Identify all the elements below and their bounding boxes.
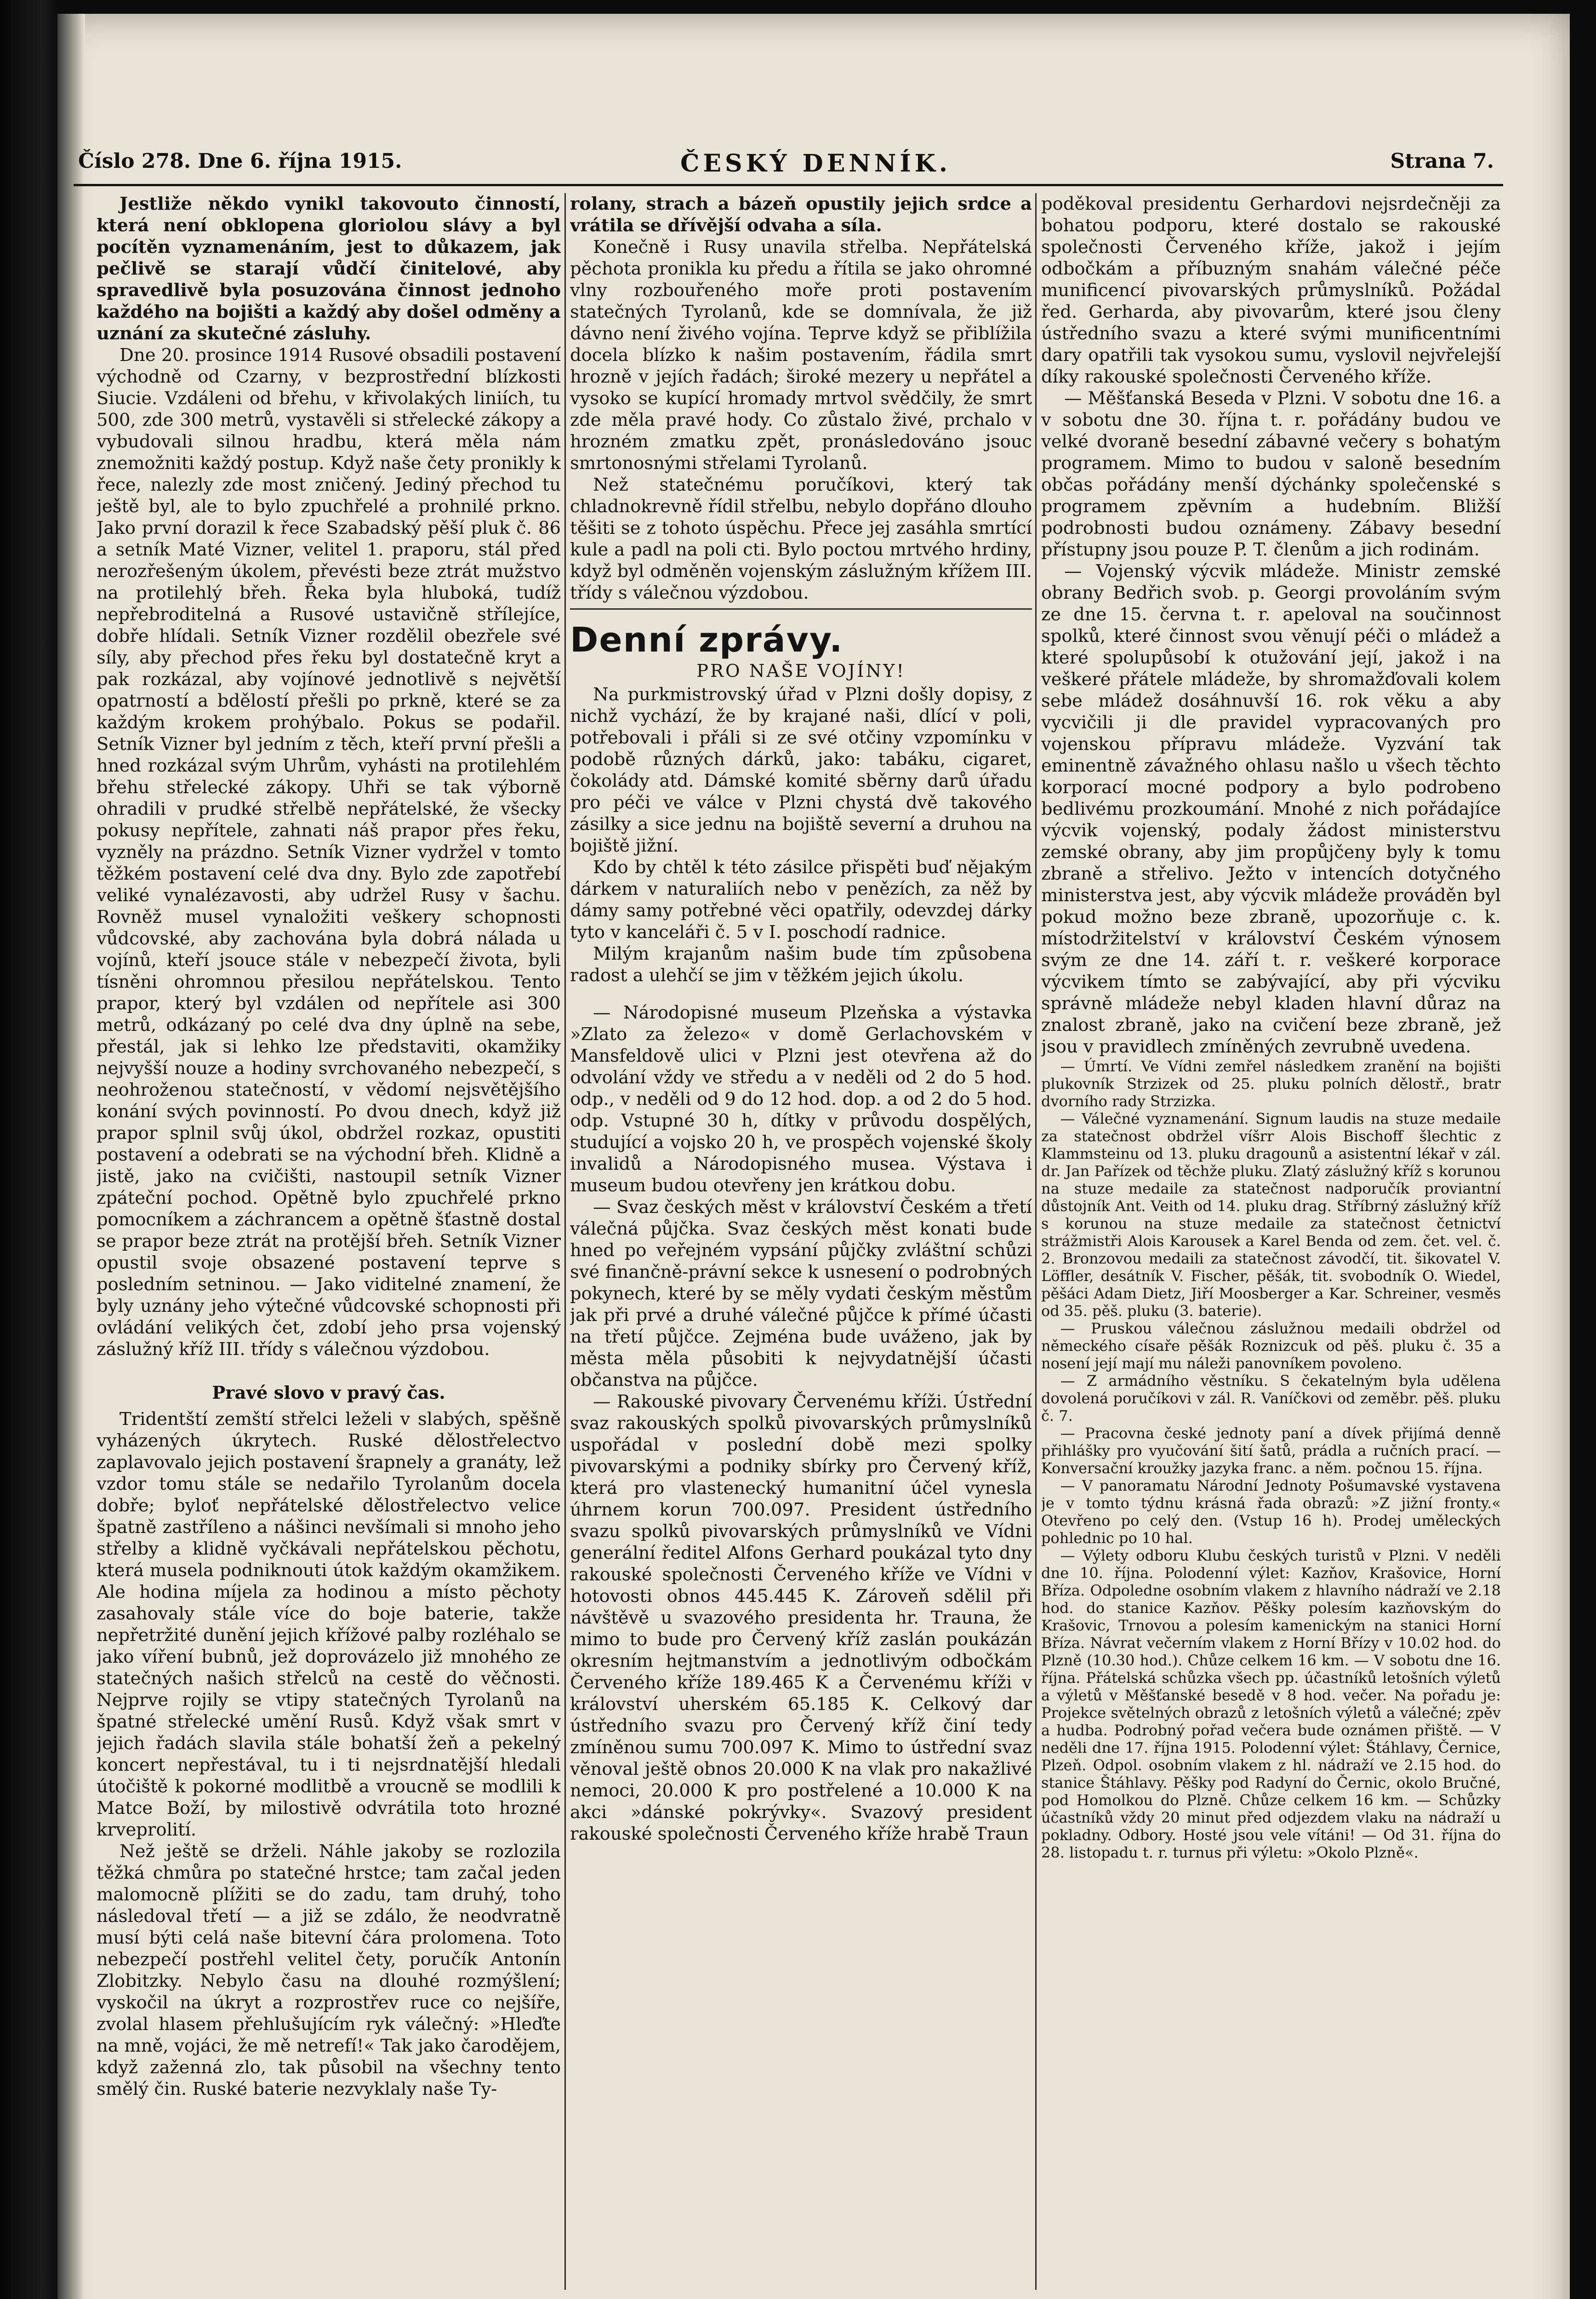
page-header <box>78 149 1494 186</box>
article-paragraph: Konečně i Rusy unavila střelba. Nepřátelská pěchota pronikla ku předu a řítila se jako ohromné vlny rozbouřeného moře proti postavením statečných Tyrolanů, kde se domnívala, že již dávno není živého vojína. Teprve když se přiblížila docela blízko k našim postavením, řádila smrt hrozně v jejích řadách; široké mezery u nepřátel a vysoko se kupící hromady mrtvol svědčily, že smrt zde měla pravé hody. Co zůstalo živé, prchalo v hrozném zmatku zpět, pronásledováno jsouc smrtonosnými střelami Tyrolanů. <box>570 237 1032 474</box>
article-paragraph: Tridentští zemští střelci leželi v slabých, spěšně vyházených úkrytech. Ruské dělostřelectvo zaplavovalo jejich postavení šrapnely a granáty, lež vzdor tomu stále se nedařilo Tyrolanům docela dobře; byloť nepřátelské dělostřelectvo velice špatně zastříleno a nášinci nevšímali si mnoho jeho střelby a klidně vyčkávali nepřátelskou pěchotu, která musela podniknouti útok každým okamžikem. Ale hodina míjela za hodinou a místo pěchoty zasahovaly stále více do boje baterie, takže nepřetržité dunění jejich křížové palby rozléhalo se jako víření bubnů, jež doprovázelo již mnohého ze statečných našich střelců na cestě do věčnosti. Nejprve rojily se vtipy statečných Tyrolanů na špatné střelecké umění Rusů. Když však smrt v jejich řadách slavila stále bohatší žeň a pekelný koncert nepřestával, tu i ti nejsrdnatější hledali útočiště k pokorné modlitbě a vroucně se modlili k Matce Boží, by milostivě odvrátila toto hrozné krveprolití. <box>97 1409 561 1840</box>
short-news-item: — V panoramatu Národní Jednoty Pošumavské vystavena je v tomto týdnu krásná řada obrazů: »Z jižní fronty.« Otevřeno po celý den. (Vstup 16 h). Prodej uměleckých pohlednic po 10 hal. <box>1041 1477 1501 1547</box>
article-paragraph: Než statečnému poručíkovi, který tak chladnokrevně řídil střelbu, nebylo dopřáno dlouho těšiti se z tohoto úspěchu. Přece jej zasáhla smrtící kule a padl na poli cti. Bylo poctou mrtvého hrdiny, když byl odměněn vojenským záslužným křížem III. třídy s válečnou výzdobou. <box>570 475 1032 603</box>
newspaper-title: ČESKÝ DENNÍK. <box>680 149 952 177</box>
article-paragraph: Jestliže někdo vynikl takovouto činností, která není obklopena gloriolou slávy a byl pocítěn vyznamenáním, jest to důkazem, jak pečlivě se starají vůdčí činitelové, aby spravedlivě byla posuzována činnost jednoho každého na bojišti a každý aby došel odměny a uznání za skutečné zásluhy. <box>97 194 561 344</box>
section-title: Pravé slovo v pravý čas. <box>212 1383 445 1403</box>
short-news-block <box>1041 1058 1501 1861</box>
issue-info: Číslo 278. Dne 6. října 1915. <box>78 149 402 173</box>
page-number: Strana 7. <box>1390 149 1494 173</box>
news-paragraph: Kdo by chtěl k této zásilce přispěti buď nějakým dárkem v naturaliích nebo v penězích, za něž by dámy samy potřebné věci opatřily, odevzdej dárky tyto v kanceláři č. 5 v I. poschodí radnice. <box>570 857 1032 943</box>
news-paragraph: Milým krajanům našim bude tím způsobena radost a ulehčí se jim v těžkém jejich úkolu. <box>570 944 1032 986</box>
article-paragraph: Dne 20. prosince 1914 Rusové obsadili postavení východně od Czarny, v bezprostřední blízkosti Siucie. Vzdáleni od břehu, v křivolakých liniích, tu 500, zde 300 metrů, vystavěli si střelecké zákopy a vybudovali silnou hradbu, která měla nám znemožniti každý postup. Když naše čety pronikly k řece, nalezly zde most zničený. Jediný přechod tu ještě byl, ale to bylo zpuchřelé a prohnilé prkno. Jako první dorazil k řece Szabadský pěší pluk č. 86 a setník Maté Vizner, velitel 1. praporu, stál před nerozřešeným úkolem, převésti beze ztrát mužstvo na protilehlý břeh. Řeka byla hluboká, tudíž nepřebroditelná a Rusové ustavičně střílejíce, dobře hlídali. Setník Vizner rozdělil obezřele své síly, aby přechod přes řeku byl dostatečně kryt a pak rozkázal, aby vojínové jednotlivě s největší opatrností a bdělostí přešli po prkně, které se za každým krokem prohýbalo. Pokus se podařil. Setník Vizner byl jedním z těch, kteří první přešli a hned rozkázal svým Uhrům, vyhásti na protilehlém břehu střelecké zákopy. Uhři se tak výborně ohradili v prudké střelbě nepřátelské, že všecky pokusy nepřítele, zahnati náš prapor přes řeku, vyzněly na prázdno. Setník Vizner vydržel v tomto těžkém postavení celé dva dny. Bylo zde zapotřebí veliké vynalézavosti, aby udržel Rusy v šachu. Rovněž musel vynaložiti veškery schopnosti vůdcovské, aby zachována byla dobrá nálada u vojínů, kteří jsouce stále v nebezpečí života, byli tísněni ohromnou přesilou nepřátelskou. Tento prapor, který byl vzdálen od nepřítele asi 300 metrů, odkázaný po celé dva dny úplně na sebe, přestál, jak si lehko lze představiti, okamžiky nejvyšší nouze a hodiny svrchovaného nebezpečí, s neohroženou statečností, v vědomí nejsvětějšího konání svých povinností. Po dvou dnech, když již prapor splnil svůj úkol, obdržel rozkaz, opustiti postavení a odebrati se na východní břeh. Klidně a jistě, jako na cvičišti, nastoupil setník Vizner zpáteční pochod. Opětně bylo zpuchřelé prkno pomocníkem a záchrancem a opětně šťastně dostal se prapor beze ztrát na protější břeh. Setník Vizner opustil svoje obsazené postavení teprve s posledním setninou. — Jako viditelné znamení, že byly uznány jeho výtečné vůdcovské schopnosti při ovládání velikých čet, zdobí jeho prsa vojenský záslužný kříž III. třídy s válečnou výzdobou. <box>97 345 561 1360</box>
page-gutter-shadow <box>57 14 85 2299</box>
short-news-item: — Pruskou válečnou záslužnou medaili obdržel od německého císaře pěšák Roznizcuk od pěš. pluku č. 35 a nosení její mají mu náleži panovníkem povoleno. <box>1041 1320 1501 1372</box>
column-divider <box>564 193 566 2290</box>
column-divider <box>1035 193 1037 2290</box>
short-news-item: — Z armádního věstníku. S čekatelným byla udělena dovolená poručíkovi v zál. R. Vaníčkovi od zeměbr. pěš. pluku č. 7. <box>1041 1372 1501 1424</box>
news-paragraph: — Svaz českých měst v království Českém a třetí válečná půjčka. Svaz českých měst konati bude hned po veřejném vypsání půjčky zvláštní schůzi své finančně-právní sekce k usnesení o podrobných pokynech, které by se měly vydati českým městům jak při prvé a druhé válečné půjčce k přímé účasti na třetí půjčce. Zejména bude uváženo, jak by města měla působiti k nejvydatnější účasti občanstva na půjčce. <box>570 1197 1032 1390</box>
news-paragraph: Na purkmistrovský úřad v Plzni došly dopisy, z nichž vychází, že by krajané naši, dlící v poli, potřebovali i přáli si ze své otčiny vzpomínku v podobě různých dárků, jako: tabáku, cigaret, čokolády atd. Dámské komité sběrny darů úřadu pro péči ve válce v Plzni chystá dvě takového zásilky a sice jednu na bojiště severní a druhou na bojiště jižní. <box>570 684 1032 856</box>
news-paragraph: — Vojenský výcvik mládeže. Ministr zemské obrany Bedřich svob. p. Georgi provoláním svým ze dne 15. června t. r. apeloval na součinnost spolků, které činnost svou věnují péči o mládež a které spolupůsobí k otužování její, jakož i na veškeré přátele mládeže, by shromažďovali kolem sebe mládež dosáhnuvší 16. rok věku a aby vycvičili ji dle pravidel vypracovaných pro vojenskou přípravu mládeže. Vyzvání tak eminentně závažného ohlasu našlo u všech těchto korporací mocné podpory a bylo podrobeno bedlivému prozkoumání. Mnohé z nich pořádajíce výcvik vojenský, podaly žádost ministerstvu zemské obrany, aby jim propůjčeny byly k tomu zbraně a střelivo. Ježto v intencích dotyčného ministerstva jest, aby výcvik mládeže prováděn byl pokud možno beze zbraně, upozorňuje c. k. místodržitelství v království Českém výnosem svým ze dne 14. září t. r. veškeré korporace výcvikem tímto se zabývající, aby při výcviku správně mládeže nebyl kladen hlavní důraz na znalost zbraně, jako na cvičení beze zbraně, jež jsou v pravidlech zmíněných zevrubně uvedena. <box>1041 561 1501 1057</box>
short-news-item: — Pracovna české jednoty paní a dívek přijímá denně přihlášky pro vyučování šití šatů, prádla a ručních prací. — Konversační kroužky jazyka franc. a něm. počnou 15. října. <box>1041 1424 1501 1477</box>
column-3 <box>1041 193 1501 2290</box>
article-separator <box>570 608 1032 610</box>
short-news-item: — Výlety odboru Klubu českých turistů v Plzni. V neděli dne 10. října. Polodenní výlet: Kazňov, Krašovice, Horní Bříza. Odpoledne osobním vlakem z hlavního nádraží ve 2.18 hod. do stanice Kazňov. Pěšky polesím kazňovským do Krašovic, Trnovou a polesím kamenickým na stanici Horní Bříza. Návrat večerním vlakem z Horní Břízy v 10.02 hod. do Plzně (10.30 hod.). Chůze celkem 16 km. — V sobotu dne 16. října. Přátelská schůzka všech pp. účastníků letošních výletů a výletů v Měšťanské besedě v 8 hod. večer. Na pořadu je: Projekce světelných obrazů z letošních výletů a válečné; zpěv a hudba. Podrobný pořad večera bude oznámen přiště. — V neděli dne 17. října 1915. Polodenní výlet: Štáhlavy, Černice, Plzeň. Odpol. osobním vlakem z hl. nádraží ve 2.15 hod. do stanice Štáhlavy. Pěšky pod Radyní do Černic, okolo Bručné, pod Homolkou do Plzně. Chůze celkem 16 km. — Schůzky účastníků vždy 20 minut před odjezdem vlaku na nádraží u pokladny. Odbory. Hosté jsou vele vítáni! — Od 31. října do 28. listopadu t. r. turnus při výletu: »Okolo Plzně«. <box>1041 1547 1501 1861</box>
column-2 <box>570 193 1032 2290</box>
news-paragraph: poděkoval presidentu Gerhardovi nejsrdečněji za bohatou podporu, které dostalo se rakouské společnosti Červeného kříže, jakož i jejím odbočkám a příbuzným snahám válečné péče munificencí pivovarských průmyslníků. Požádal řed. Gerharda, aby pivovarům, které jsou členy ústředního svazu a které svými munificentními dary opatřili tak vysokou sumu, vyslovil nejvřelejší díky rakouské společnosti Červeného kříže. <box>1041 194 1501 387</box>
news-paragraph: — Rakouské pivovary Červenému kříži. Ústřední svaz rakouských spolků pivovarských průmyslníků uspořádal v poslední době mezi spolky pivovarskými a podniky sbírky pro Červený kříž, která pro vlastenecký humanitní účel vynesla úhrnem korun 700.097. President ústředního svazu spolků pivovarských průmyslníků ve Vídni generální ředitel Alfons Gerhard poukázal tyto dny rakouské společnosti Červeného kříže ve Vídni v hotovosti obnos 445.445 K. Zároveň sdělil při návštěvě u svazového presidenta hr. Trauna, že mimo to bude pro Červený kříž zaslán poukázán okresním hejtmanstvím a jednotlivým odbočkám Červeného kříže 189.465 K a Červenému kříži v království uherském 65.185 K. Celkový dar ústředního svazu pro Červený kříž činí tedy zmíněnou sumu 700.097 K. Mimo to ústřední svaz věnoval ještě obnos 20.000 K na vlak pro nakažlivé nemoci, 20.000 K pro postřelené a 10.000 K na akci »dánské pokrývky«. Svazový president rakouské společnosti Červeného kříže hrabě Traun <box>570 1391 1032 1844</box>
article-paragraph: rolany, strach a bázeň opustily jejich srdce a vrátila se dřívější odvaha a síla. <box>570 194 1032 236</box>
news-subheading: PRO NAŠE VOJÍNY! <box>696 661 906 681</box>
short-news-item: — Úmrtí. Ve Vídni zemřel následkem zranění na bojišti plukovník Strzizek od 25. pluku polních dělostř., bratr dvorního rady Strzizka. <box>1041 1058 1501 1110</box>
header-rule <box>74 184 1503 186</box>
news-paragraph: — Národopisné museum Plzeňska a výstavka »Zlato za železo« v domě Gerlachovském v Mansfeldově ulici v Plzni jest otevřena až do odvolání vždy ve středu a v neděli od 2 do 5 hod. odp., v neděli od 9 do 12 hod. dop. a od 2 do 5 hod. odp. Vstupné 30 h, dítky v průvodu dospělých, studující a vojsko 20 h, ve prospěch vojenské školy invalidů a Národopisného musea. Výstava i museum budou otevřeny jen krátkou dobu. <box>570 1002 1032 1196</box>
short-news-item: — Válečné vyznamenání. Signum laudis na stuze medaile za statečnost obdržel víšrr Alois Bischoff šlechtic z Klammsteinu od 13. pluku dragounů a asistentní lékař v zál. dr. Jan Pařízek od těchže pluku. Zlatý záslužný kříž s korunou na stuze medaile za statečnost nadporučík proviantní důstojník Ant. Veith od 14. pluku drag. Stříbrný záslužný kříž s korunou na stuze medaile za statečnost četnictví strážmistři Alois Karousek a Karel Benda od zem. čet. vel. č. 2. Bronzovou medaili za statečnost závodčí, tit. šikovatel V. Löffler, desátník V. Fischer, pěšák, tit. svobodník O. Wiedel, pěšáci Adam Dietz, Jiří Moosberger a Kar. Schreiner, vesměs od 35. pěš. pluku (3. baterie). <box>1041 1110 1501 1320</box>
column-1 <box>97 193 561 2290</box>
news-paragraph: — Měšťanská Beseda v Plzni. V sobotu dne 16. a v sobotu dne 30. října t. r. pořádány budou ve velké dvoraně besední zábavné večery s bohatým programem. Mimo to budou v saloně besedním občas pořádány menší dýchánky společenské s programem zpěvním a hudebním. Bližší podrobnosti budou oznámeny. Zábavy besední přístupny jsou pouze P. T. členům a jich rodinám. <box>1041 388 1501 560</box>
news-section-heading: Denní zprávy. <box>570 620 844 660</box>
article-paragraph: Než ještě se drželi. Náhle jakoby se rozlozila těžká chmůra po statečné hrstce; tam začal jeden malomocně plížiti se do zadu, tam druhý, toho následoval třetí — a již se zdálo, že neodvratně musí býti celá naše bitevní čára prolomena. Toto nebezpečí postřehl velitel čety, poručík Antonín Zlobitzky. Nebylo času na dlouhé rozmýšlení; vyskočil na úkryt a rozprostřev ruce co nejšíře, zvolal hlasem přehlušujícím ryk válečný: »Hleďte na mně, vojáci, že mě netrefí!« Tak jako čarodějem, když zaženná zlo, tak působil na všechny tento smělý čin. Ruské baterie nezvyklaly naše Ty- <box>97 1841 561 2099</box>
